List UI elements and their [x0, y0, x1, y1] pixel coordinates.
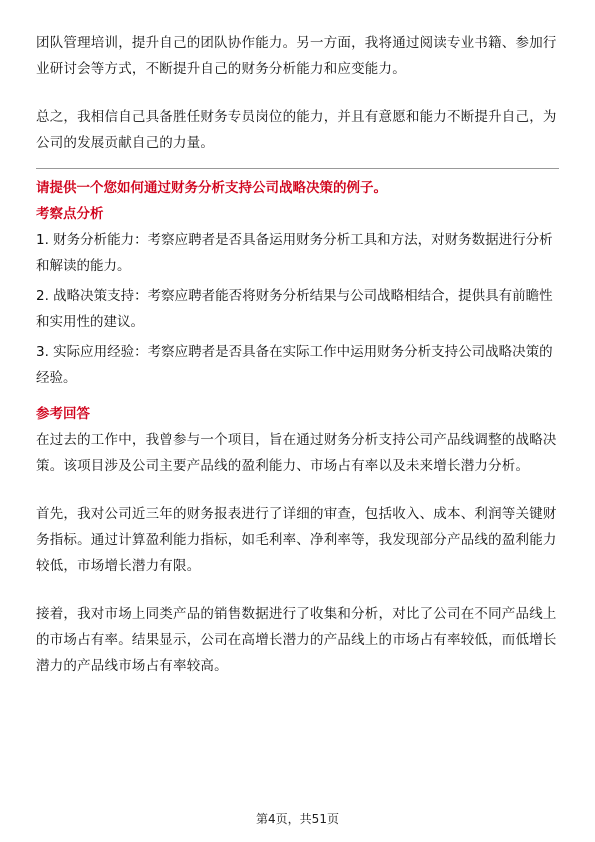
analysis-item-2: 2. 战略决策支持：考察应聘者能否将财务分析结果与公司战略相结合，提供具有前瞻性和实用性的建议。 [36, 288, 553, 330]
analysis-item-1: 1. 财务分析能力：考察应聘者是否具备运用财务分析工具和方法，对财务数据进行分析和解读的能力。 [36, 232, 553, 274]
question-heading: 请提供一个您如何通过财务分析支持公司战略决策的例子。 [36, 180, 387, 196]
section-divider [36, 168, 559, 169]
intro-paragraph-2: 总之，我相信自己具备胜任财务专员岗位的能力，并且有意愿和能力不断提升自己，为公司的发展贡献自己的力量。 [36, 109, 557, 151]
answer-paragraph-2: 首先，我对公司近三年的财务报表进行了详细的审查，包括收入、成本、利润等关键财务指标。通过计算盈利能力指标，如毛利率、净利率等，我发现部分产品线的盈利能力较低，市场增长潜力有限。 [36, 506, 557, 574]
answer-paragraph-3: 接着，我对市场上同类产品的销售数据进行了收集和分析，对比了公司在不同产品线上的市场占有率。结果显示，公司在高增长潜力的产品线上的市场占有率较低，而低增长潜力的产品线市场占有率较高。 [36, 606, 557, 674]
page-content [36, 30, 559, 679]
answer-paragraph-1: 在过去的工作中，我曾参与一个项目，旨在通过财务分析支持公司产品线调整的战略决策。该项目涉及公司主要产品线的盈利能力、市场占有率以及未来增长潜力分析。 [36, 432, 557, 474]
answer-title: 参考回答 [36, 406, 90, 422]
page-footer: 第4页，共51页 [256, 812, 339, 826]
analysis-title: 考察点分析 [36, 206, 104, 222]
analysis-item-3: 3. 实际应用经验：考察应聘者是否具备在实际工作中运用财务分析支持公司战略决策的经验。 [36, 344, 553, 386]
intro-paragraph-1: 团队管理培训，提升自己的团队协作能力。另一方面，我将通过阅读专业书籍、参加行业研讨会等方式，不断提升自己的财务分析能力和应变能力。 [36, 35, 557, 77]
